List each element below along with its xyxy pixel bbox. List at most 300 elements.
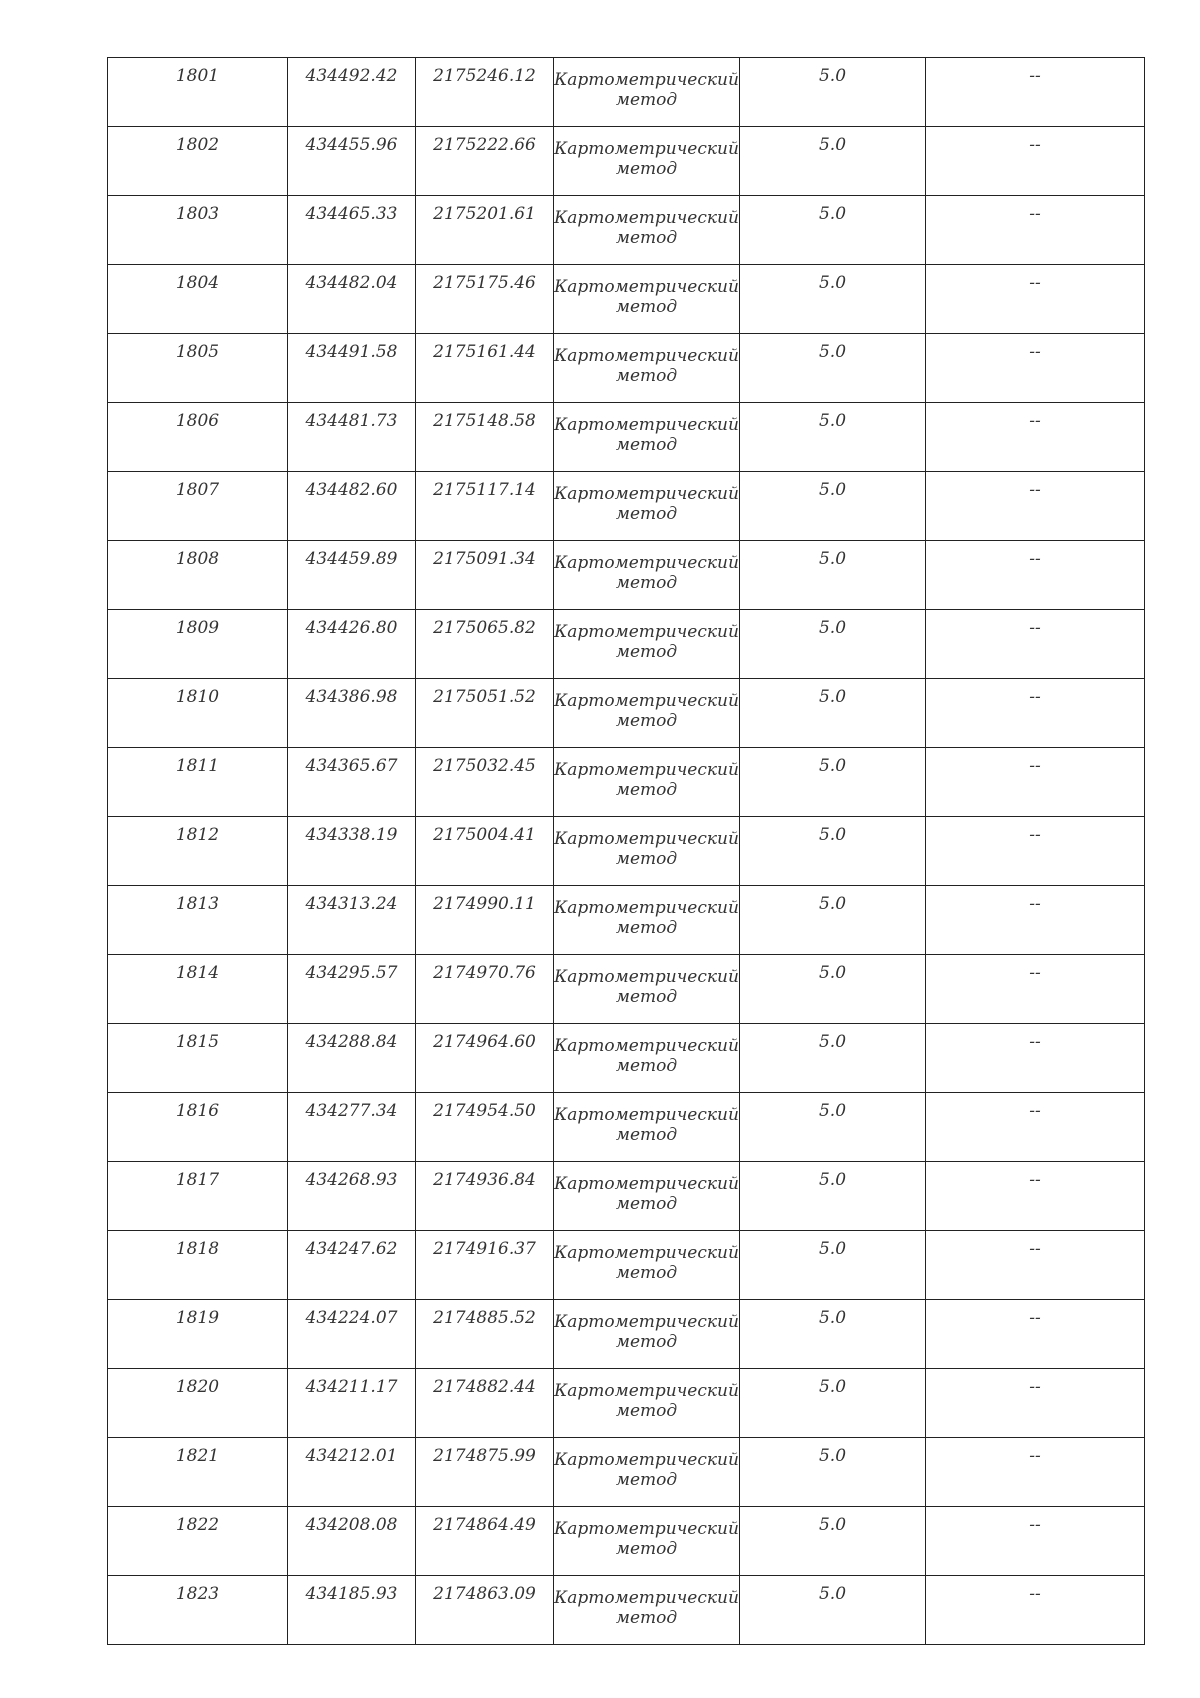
x-coordinate-cell	[288, 817, 416, 886]
point-number: 1802	[175, 135, 220, 155]
y-coordinate-cell	[416, 1162, 554, 1231]
method-cell	[554, 541, 740, 610]
y-coordinate: 2174885.52	[433, 1308, 536, 1328]
method-cell	[554, 1438, 740, 1507]
table-row	[108, 955, 1145, 1024]
note-cell	[926, 127, 1145, 196]
x-coordinate: 434481.73	[305, 411, 398, 431]
note-value: --	[1029, 825, 1041, 845]
point-number: 1822	[175, 1515, 220, 1535]
x-coordinate: 434465.33	[305, 204, 398, 224]
point-number-cell	[108, 58, 288, 127]
y-coordinate: 2174954.50	[433, 1101, 536, 1121]
method-label-line2: метод	[615, 642, 678, 663]
x-coordinate: 434482.04	[305, 273, 398, 293]
note-cell	[926, 1369, 1145, 1438]
point-number-cell	[108, 541, 288, 610]
method-label-line2: метод	[615, 849, 678, 870]
y-coordinate: 2175148.58	[433, 411, 536, 431]
accuracy-cell	[740, 886, 926, 955]
point-number: 1821	[175, 1446, 220, 1466]
y-coordinate: 2175222.66	[433, 135, 536, 155]
point-number-cell	[108, 1300, 288, 1369]
y-coordinate-cell	[416, 127, 554, 196]
table-row	[108, 1300, 1145, 1369]
x-coordinate-cell	[288, 127, 416, 196]
note-value: --	[1029, 273, 1041, 293]
method-cell	[554, 1093, 740, 1162]
point-number-cell	[108, 610, 288, 679]
y-coordinate: 2175065.82	[433, 618, 536, 638]
note-value: --	[1029, 894, 1041, 914]
note-cell	[926, 610, 1145, 679]
accuracy-value: 5.0	[818, 618, 847, 638]
method-label-line1: Картометрический	[554, 1588, 739, 1608]
method-label-line2: метод	[615, 504, 678, 525]
point-number-cell	[108, 196, 288, 265]
method-label-line1: Картометрический	[554, 829, 739, 849]
method-label-line1: Картометрический	[554, 553, 739, 573]
table-row	[108, 817, 1145, 886]
point-number-cell	[108, 1507, 288, 1576]
y-coordinate-cell	[416, 58, 554, 127]
note-value: --	[1029, 135, 1041, 155]
y-coordinate-cell	[416, 748, 554, 817]
x-coordinate: 434211.17	[305, 1377, 398, 1397]
x-coordinate-cell	[288, 196, 416, 265]
note-value: --	[1029, 66, 1041, 86]
method-label-line1: Картометрический	[554, 346, 739, 366]
point-number: 1816	[175, 1101, 220, 1121]
method-cell	[554, 334, 740, 403]
y-coordinate: 2175091.34	[433, 549, 536, 569]
note-cell	[926, 679, 1145, 748]
method-label-line2: метод	[615, 1125, 678, 1146]
point-number-cell	[108, 886, 288, 955]
accuracy-value: 5.0	[818, 1170, 847, 1190]
method-cell	[554, 1231, 740, 1300]
method-label-line2: метод	[615, 366, 678, 387]
accuracy-cell	[740, 955, 926, 1024]
accuracy-value: 5.0	[818, 1377, 847, 1397]
x-coordinate-cell	[288, 541, 416, 610]
method-label-line1: Картометрический	[554, 1312, 739, 1332]
method-label-line2: метод	[615, 1332, 678, 1353]
table-row	[108, 1024, 1145, 1093]
note-cell	[926, 886, 1145, 955]
x-coordinate-cell	[288, 58, 416, 127]
y-coordinate: 2174864.49	[433, 1515, 536, 1535]
method-cell	[554, 196, 740, 265]
method-cell	[554, 955, 740, 1024]
y-coordinate-cell	[416, 1507, 554, 1576]
method-label-line1: Картометрический	[554, 277, 739, 297]
point-number: 1818	[175, 1239, 220, 1259]
note-cell	[926, 58, 1145, 127]
point-number: 1801	[175, 66, 220, 86]
note-cell	[926, 1300, 1145, 1369]
note-value: --	[1029, 1446, 1041, 1466]
note-value: --	[1029, 963, 1041, 983]
point-number: 1815	[175, 1032, 220, 1052]
method-label-line2: метод	[615, 297, 678, 318]
table-row	[108, 265, 1145, 334]
method-cell	[554, 1162, 740, 1231]
coordinates-table-body	[108, 58, 1145, 1645]
point-number-cell	[108, 403, 288, 472]
x-coordinate: 434492.42	[305, 66, 398, 86]
table-row	[108, 403, 1145, 472]
y-coordinate-cell	[416, 1231, 554, 1300]
method-cell	[554, 1300, 740, 1369]
y-coordinate-cell	[416, 472, 554, 541]
table-row	[108, 1576, 1145, 1645]
accuracy-value: 5.0	[818, 135, 847, 155]
table-row	[108, 886, 1145, 955]
x-coordinate: 434185.93	[305, 1584, 398, 1604]
table-row	[108, 196, 1145, 265]
method-label-line1: Картометрический	[554, 208, 739, 228]
method-label-line2: метод	[615, 1263, 678, 1284]
method-label-line2: метод	[615, 90, 678, 111]
method-label-line2: метод	[615, 1470, 678, 1491]
point-number: 1807	[175, 480, 220, 500]
note-cell	[926, 1576, 1145, 1645]
y-coordinate-cell	[416, 610, 554, 679]
table-row	[108, 1507, 1145, 1576]
x-coordinate: 434426.80	[305, 618, 398, 638]
method-label-line1: Картометрический	[554, 898, 739, 918]
note-value: --	[1029, 480, 1041, 500]
method-label-line2: метод	[615, 573, 678, 594]
method-label-line2: метод	[615, 159, 678, 180]
accuracy-cell	[740, 541, 926, 610]
point-number: 1804	[175, 273, 220, 293]
x-coordinate: 434338.19	[305, 825, 398, 845]
x-coordinate: 434386.98	[305, 687, 398, 707]
accuracy-cell	[740, 472, 926, 541]
note-value: --	[1029, 549, 1041, 569]
accuracy-value: 5.0	[818, 1584, 847, 1604]
accuracy-cell	[740, 196, 926, 265]
point-number: 1810	[175, 687, 220, 707]
note-value: --	[1029, 687, 1041, 707]
y-coordinate-cell	[416, 403, 554, 472]
method-label-line2: метод	[615, 1194, 678, 1215]
note-value: --	[1029, 1308, 1041, 1328]
note-cell	[926, 196, 1145, 265]
method-label-line2: метод	[615, 987, 678, 1008]
accuracy-cell	[740, 1162, 926, 1231]
note-cell	[926, 472, 1145, 541]
y-coordinate-cell	[416, 679, 554, 748]
x-coordinate-cell	[288, 1024, 416, 1093]
point-number: 1814	[175, 963, 220, 983]
point-number: 1817	[175, 1170, 220, 1190]
accuracy-value: 5.0	[818, 411, 847, 431]
accuracy-value: 5.0	[818, 1101, 847, 1121]
method-label-line2: метод	[615, 1401, 678, 1422]
note-cell	[926, 955, 1145, 1024]
method-label-line1: Картометрический	[554, 415, 739, 435]
method-cell	[554, 403, 740, 472]
x-coordinate-cell	[288, 886, 416, 955]
y-coordinate: 2175032.45	[433, 756, 536, 776]
accuracy-cell	[740, 1300, 926, 1369]
point-number-cell	[108, 679, 288, 748]
method-cell	[554, 886, 740, 955]
method-label-line1: Картометрический	[554, 139, 739, 159]
y-coordinate-cell	[416, 334, 554, 403]
y-coordinate: 2174882.44	[433, 1377, 536, 1397]
table-row	[108, 1093, 1145, 1162]
accuracy-cell	[740, 748, 926, 817]
note-cell	[926, 1093, 1145, 1162]
accuracy-value: 5.0	[818, 480, 847, 500]
accuracy-value: 5.0	[818, 825, 847, 845]
y-coordinate-cell	[416, 1093, 554, 1162]
method-label-line1: Картометрический	[554, 1519, 739, 1539]
x-coordinate-cell	[288, 1576, 416, 1645]
accuracy-value: 5.0	[818, 1032, 847, 1052]
x-coordinate: 434455.96	[305, 135, 398, 155]
method-label-line1: Картометрический	[554, 1036, 739, 1056]
point-number-cell	[108, 1231, 288, 1300]
accuracy-value: 5.0	[818, 66, 847, 86]
accuracy-value: 5.0	[818, 1239, 847, 1259]
table-row	[108, 1162, 1145, 1231]
x-coordinate-cell	[288, 1438, 416, 1507]
y-coordinate-cell	[416, 541, 554, 610]
table-row	[108, 1369, 1145, 1438]
note-cell	[926, 1162, 1145, 1231]
note-value: --	[1029, 1101, 1041, 1121]
method-cell	[554, 472, 740, 541]
table-row	[108, 610, 1145, 679]
method-cell	[554, 1369, 740, 1438]
table-row	[108, 541, 1145, 610]
method-label-line2: метод	[615, 1608, 678, 1629]
point-number-cell	[108, 748, 288, 817]
table-row	[108, 58, 1145, 127]
accuracy-cell	[740, 1231, 926, 1300]
note-cell	[926, 1231, 1145, 1300]
table-row	[108, 679, 1145, 748]
point-number-cell	[108, 1438, 288, 1507]
y-coordinate: 2175161.44	[433, 342, 536, 362]
point-number: 1805	[175, 342, 220, 362]
method-label-line2: метод	[615, 918, 678, 939]
method-label-line2: метод	[615, 435, 678, 456]
table-row	[108, 1231, 1145, 1300]
note-value: --	[1029, 1377, 1041, 1397]
point-number: 1803	[175, 204, 220, 224]
method-label-line1: Картометрический	[554, 1243, 739, 1263]
y-coordinate: 2174916.37	[433, 1239, 536, 1259]
note-cell	[926, 748, 1145, 817]
method-label-line1: Картометрический	[554, 484, 739, 504]
accuracy-cell	[740, 1438, 926, 1507]
method-label-line1: Картометрический	[554, 967, 739, 987]
note-value: --	[1029, 618, 1041, 638]
point-number-cell	[108, 334, 288, 403]
y-coordinate-cell	[416, 1576, 554, 1645]
method-label-line2: метод	[615, 711, 678, 732]
x-coordinate: 434313.24	[305, 894, 398, 914]
x-coordinate-cell	[288, 1300, 416, 1369]
accuracy-value: 5.0	[818, 204, 847, 224]
point-number: 1820	[175, 1377, 220, 1397]
method-label-line2: метод	[615, 1056, 678, 1077]
y-coordinate-cell	[416, 1300, 554, 1369]
note-cell	[926, 403, 1145, 472]
table-row	[108, 334, 1145, 403]
table-row	[108, 472, 1145, 541]
note-value: --	[1029, 342, 1041, 362]
coordinates-table	[107, 57, 1145, 1645]
x-coordinate-cell	[288, 265, 416, 334]
method-cell	[554, 817, 740, 886]
y-coordinate-cell	[416, 1438, 554, 1507]
x-coordinate-cell	[288, 1231, 416, 1300]
y-coordinate-cell	[416, 196, 554, 265]
x-coordinate-cell	[288, 472, 416, 541]
x-coordinate-cell	[288, 334, 416, 403]
accuracy-value: 5.0	[818, 756, 847, 776]
method-cell	[554, 610, 740, 679]
accuracy-cell	[740, 1024, 926, 1093]
point-number-cell	[108, 1024, 288, 1093]
x-coordinate: 434288.84	[305, 1032, 398, 1052]
point-number-cell	[108, 127, 288, 196]
x-coordinate: 434459.89	[305, 549, 398, 569]
method-label-line2: метод	[615, 780, 678, 801]
x-coordinate: 434365.67	[305, 756, 398, 776]
y-coordinate: 2174863.09	[433, 1584, 536, 1604]
point-number-cell	[108, 265, 288, 334]
x-coordinate: 434295.57	[305, 963, 398, 983]
y-coordinate-cell	[416, 886, 554, 955]
accuracy-cell	[740, 1093, 926, 1162]
accuracy-value: 5.0	[818, 894, 847, 914]
method-label-line2: метод	[615, 1539, 678, 1560]
point-number-cell	[108, 1369, 288, 1438]
accuracy-value: 5.0	[818, 549, 847, 569]
y-coordinate: 2174875.99	[433, 1446, 536, 1466]
note-cell	[926, 265, 1145, 334]
table-row	[108, 1438, 1145, 1507]
y-coordinate-cell	[416, 265, 554, 334]
y-coordinate-cell	[416, 1024, 554, 1093]
accuracy-cell	[740, 1507, 926, 1576]
method-cell	[554, 748, 740, 817]
table-row	[108, 748, 1145, 817]
y-coordinate: 2175051.52	[433, 687, 536, 707]
x-coordinate-cell	[288, 955, 416, 1024]
point-number-cell	[108, 1576, 288, 1645]
y-coordinate: 2175246.12	[433, 66, 536, 86]
point-number: 1806	[175, 411, 220, 431]
y-coordinate: 2174970.76	[433, 963, 536, 983]
x-coordinate: 434491.58	[305, 342, 398, 362]
note-cell	[926, 334, 1145, 403]
point-number: 1813	[175, 894, 220, 914]
accuracy-cell	[740, 1369, 926, 1438]
point-number: 1812	[175, 825, 220, 845]
x-coordinate-cell	[288, 610, 416, 679]
method-cell	[554, 127, 740, 196]
x-coordinate-cell	[288, 748, 416, 817]
x-coordinate: 434224.07	[305, 1308, 398, 1328]
accuracy-value: 5.0	[818, 273, 847, 293]
y-coordinate-cell	[416, 817, 554, 886]
method-label-line1: Картометрический	[554, 1105, 739, 1125]
y-coordinate: 2175117.14	[433, 480, 536, 500]
x-coordinate-cell	[288, 1162, 416, 1231]
accuracy-value: 5.0	[818, 1446, 847, 1466]
note-value: --	[1029, 1515, 1041, 1535]
accuracy-cell	[740, 265, 926, 334]
x-coordinate: 434247.62	[305, 1239, 398, 1259]
accuracy-cell	[740, 1576, 926, 1645]
point-number: 1811	[175, 756, 220, 776]
note-value: --	[1029, 1032, 1041, 1052]
note-value: --	[1029, 411, 1041, 431]
method-label-line2: метод	[615, 228, 678, 249]
point-number-cell	[108, 472, 288, 541]
note-cell	[926, 1024, 1145, 1093]
y-coordinate: 2174990.11	[433, 894, 536, 914]
method-label-line1: Картометрический	[554, 760, 739, 780]
accuracy-cell	[740, 817, 926, 886]
method-cell	[554, 1024, 740, 1093]
y-coordinate: 2175201.61	[433, 204, 536, 224]
method-label-line1: Картометрический	[554, 1174, 739, 1194]
method-cell	[554, 265, 740, 334]
method-label-line1: Картометрический	[554, 1381, 739, 1401]
accuracy-cell	[740, 127, 926, 196]
point-number: 1823	[175, 1584, 220, 1604]
table-row	[108, 127, 1145, 196]
y-coordinate-cell	[416, 955, 554, 1024]
x-coordinate: 434277.34	[305, 1101, 398, 1121]
method-cell	[554, 1576, 740, 1645]
x-coordinate: 434212.01	[305, 1446, 398, 1466]
point-number-cell	[108, 817, 288, 886]
accuracy-value: 5.0	[818, 1308, 847, 1328]
accuracy-value: 5.0	[818, 1515, 847, 1535]
accuracy-cell	[740, 679, 926, 748]
note-value: --	[1029, 1584, 1041, 1604]
accuracy-value: 5.0	[818, 963, 847, 983]
method-cell	[554, 679, 740, 748]
method-label-line1: Картометрический	[554, 1450, 739, 1470]
y-coordinate: 2174964.60	[433, 1032, 536, 1052]
accuracy-cell	[740, 334, 926, 403]
x-coordinate-cell	[288, 1507, 416, 1576]
x-coordinate-cell	[288, 1093, 416, 1162]
point-number: 1819	[175, 1308, 220, 1328]
note-value: --	[1029, 756, 1041, 776]
y-coordinate: 2175004.41	[433, 825, 536, 845]
method-label-line1: Картометрический	[554, 70, 739, 90]
accuracy-value: 5.0	[818, 342, 847, 362]
point-number-cell	[108, 1093, 288, 1162]
note-cell	[926, 817, 1145, 886]
note-cell	[926, 1438, 1145, 1507]
x-coordinate-cell	[288, 403, 416, 472]
method-label-line1: Картометрический	[554, 622, 739, 642]
